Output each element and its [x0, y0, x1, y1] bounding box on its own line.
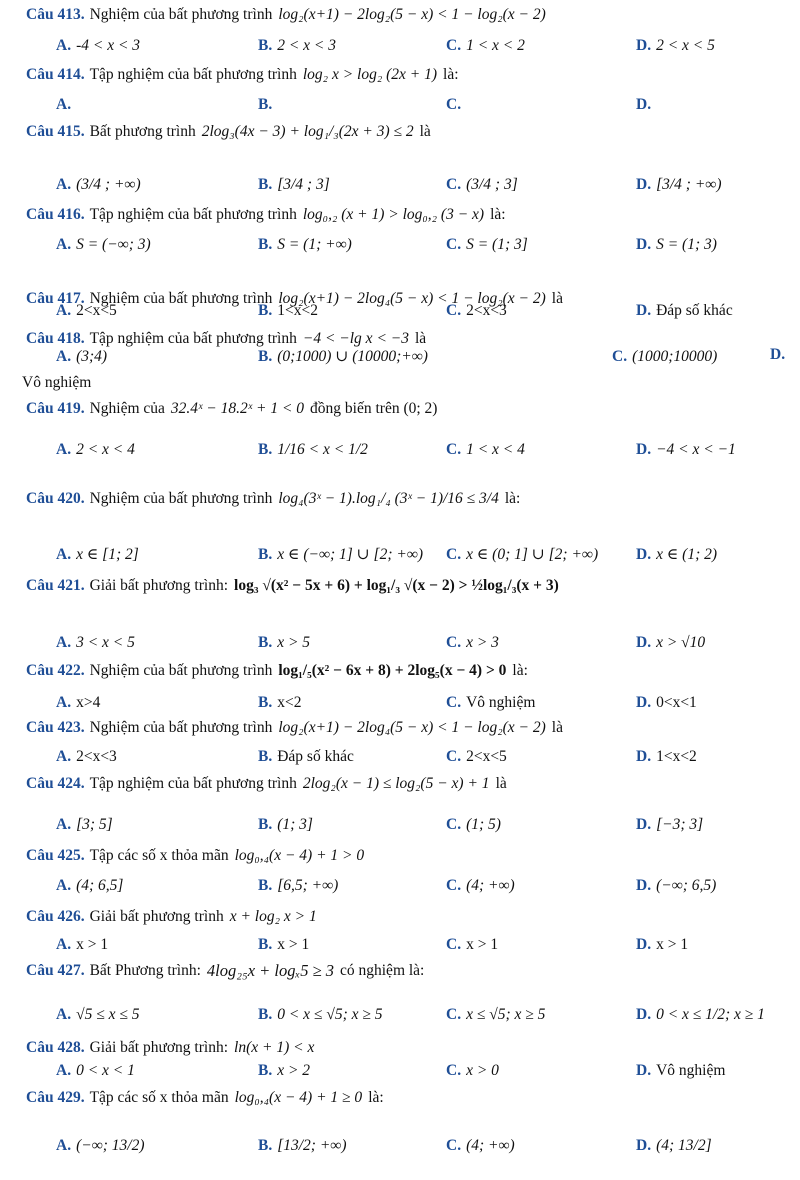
option-value: 2<x<5 — [76, 302, 117, 319]
question-formula: log₁/₅(x² − 6x + 8) + 2log₅(x − 4) > 0 — [278, 662, 507, 679]
option-label: D. — [636, 936, 652, 953]
question-formula: log₂ x > log₂ (2x + 1) — [302, 66, 438, 83]
question-stem: Tập các số x thỏa mãn — [89, 847, 229, 864]
option-value: x>4 — [76, 694, 101, 711]
question-stem: Giải bất phương trình: — [89, 577, 229, 594]
option-label: B. — [258, 546, 273, 563]
question-formula: log₂(x+1) − 2log₄(5 − x) < 1 − log₂(x − 2) — [278, 290, 546, 307]
option-label: C. — [446, 1006, 462, 1023]
option-label: C. — [446, 1062, 462, 1079]
option-value: S = (1; 3) — [656, 236, 717, 253]
question-tail: là — [495, 775, 507, 792]
option-value: Vô nghiệm — [466, 694, 536, 711]
option-a[interactable] — [56, 165, 141, 205]
question-number: Câu 416. — [26, 206, 85, 223]
option-label: B. — [258, 236, 273, 253]
option-label: C. — [446, 546, 462, 563]
option-d[interactable] — [636, 165, 722, 205]
option-value: (4; 6,5] — [76, 877, 124, 894]
question-tail: là — [551, 290, 563, 307]
option-label: C. — [446, 302, 462, 319]
option-value: (1; 3] — [277, 816, 313, 833]
option-label: A. — [56, 1062, 72, 1079]
question-stem: Giải bất phương trình — [89, 908, 224, 925]
question-number: Câu 421. — [26, 577, 85, 594]
option-value: 2<x<5 — [466, 748, 507, 765]
option-label: C. — [446, 634, 462, 651]
option-c[interactable] — [446, 932, 498, 958]
question-number: Câu 424. — [26, 775, 85, 792]
option-d[interactable] — [636, 630, 705, 656]
option-value: 1 < x < 4 — [466, 441, 525, 458]
option-value: x > 1 — [656, 936, 689, 953]
question-formula: 32.4ˣ − 18.2ˣ + 1 < 0 — [170, 400, 305, 417]
option-label: B. — [258, 936, 273, 953]
option-label: A. — [56, 1006, 72, 1023]
option-d[interactable] — [636, 873, 716, 899]
option-label: D. — [636, 748, 652, 765]
option-value: x > 1 — [466, 936, 499, 953]
option-a[interactable] — [56, 998, 139, 1032]
option-d[interactable] — [636, 998, 765, 1032]
question-tail: đồng biến trên (0; 2) — [310, 400, 438, 417]
question-formula: 2log₂(x − 1) ≤ log₂(5 − x) + 1 — [302, 775, 490, 792]
question-formula: x + log₂ x > 1 — [229, 908, 317, 925]
option-value: 2<x<3 — [466, 302, 507, 319]
option-d[interactable] — [636, 1124, 712, 1168]
question-formula: log₀,₂ (x + 1) > log₀,₂ (3 − x) — [302, 206, 485, 223]
option-b[interactable] — [258, 33, 336, 59]
option-d[interactable] — [636, 690, 697, 716]
option-value: 2 < x < 4 — [76, 441, 135, 458]
option-value: Đáp số khác — [277, 748, 354, 765]
option-value: 1/16 < x < 1/2 — [277, 441, 368, 458]
question-stem: Nghiệm của bất phương trình — [89, 490, 273, 507]
option-value: x > 2 — [277, 1062, 311, 1079]
question-stem: Tập các số x thỏa mãn — [89, 1089, 229, 1106]
option-b[interactable] — [258, 808, 313, 842]
option-b[interactable] — [258, 300, 318, 322]
option-a[interactable] — [56, 232, 151, 258]
question-number: Câu 415. — [26, 123, 85, 140]
question-formula: log₀,₄(x − 4) + 1 > 0 — [234, 847, 365, 864]
option-label: B. — [258, 1137, 273, 1154]
options-row — [0, 540, 800, 570]
option-value: 3 < x < 5 — [76, 634, 135, 651]
option-label: A. — [56, 441, 72, 458]
question-formula: ln(x + 1) < x — [234, 1039, 315, 1056]
option-label: D. — [636, 176, 652, 193]
option-value: (3;4) — [76, 348, 108, 365]
option-d[interactable] — [636, 540, 717, 570]
question-tail: là — [551, 719, 563, 736]
question-line — [26, 64, 796, 86]
option-label: C. — [446, 37, 462, 54]
option-label: A. — [56, 37, 72, 54]
option-c[interactable] — [446, 300, 507, 322]
option-value: [3; 5] — [76, 816, 113, 833]
options-row — [0, 430, 800, 470]
option-b[interactable] — [258, 744, 354, 770]
question-stem: Giải bất phương trình: — [89, 1039, 229, 1056]
option-d[interactable] — [636, 300, 733, 322]
option-a[interactable] — [56, 932, 108, 958]
question-line — [26, 717, 796, 739]
question-number: Câu 426. — [26, 908, 85, 925]
option-value: (1000;10000) — [632, 348, 718, 365]
question-line — [26, 845, 796, 867]
question-line — [26, 773, 796, 795]
option-value: x > 0 — [466, 1062, 499, 1079]
option-c[interactable] — [446, 998, 545, 1032]
question-stem: Nghiệm của bất phương trình — [89, 290, 273, 307]
option-value: (4; +∞) — [466, 877, 515, 894]
options-row — [0, 92, 800, 118]
option-label: A. — [56, 236, 72, 253]
option-label: C. — [446, 877, 462, 894]
option-value: x ∈ (1; 2) — [656, 546, 718, 563]
option-label: C. — [446, 936, 462, 953]
option-value: 1 < x < 2 — [466, 37, 525, 54]
question-number: Câu 417. — [26, 290, 85, 307]
question-line — [26, 906, 796, 928]
option-c[interactable] — [446, 92, 466, 118]
option-value: 0 < x ≤ √5; x ≥ 5 — [277, 1006, 383, 1023]
option-label: B. — [258, 96, 273, 113]
option-b[interactable] — [258, 232, 352, 258]
option-c[interactable] — [446, 540, 598, 570]
option-value: Vô nghiệm — [656, 1062, 726, 1079]
option-c[interactable] — [446, 430, 525, 470]
option-value: Đáp số khác — [656, 302, 733, 319]
option-a[interactable] — [56, 540, 139, 570]
option-value: (4; +∞) — [466, 1137, 515, 1154]
options-row — [0, 690, 800, 716]
option-label: B. — [258, 748, 273, 765]
question-number: Câu 422. — [26, 662, 85, 679]
question-line — [26, 488, 796, 510]
option-a[interactable] — [56, 344, 107, 370]
question-stem: Bất phương trình — [89, 123, 196, 140]
question-line — [26, 575, 796, 597]
option-value: x > 5 — [277, 634, 311, 651]
question-formula: log₂(x+1) − 2log₄(5 − x) < 1 − log₂(x − 2) — [278, 719, 546, 736]
question-number: Câu 425. — [26, 847, 85, 864]
question-stem: Nghiệm của bất phương trình — [89, 719, 273, 736]
question-stem: Nghiệm của bất phương trình — [89, 6, 273, 23]
option-b[interactable] — [258, 92, 277, 118]
option-label: B. — [258, 1062, 273, 1079]
option-c[interactable] — [446, 165, 518, 205]
option-label: A. — [56, 877, 72, 894]
option-label: D. — [636, 1137, 652, 1154]
option-value: (4; 13/2] — [656, 1137, 712, 1154]
option-label: B. — [258, 877, 273, 894]
option-label: D. — [636, 1006, 652, 1023]
question-number: Câu 419. — [26, 400, 85, 417]
option-label: D. — [636, 1062, 652, 1079]
question-tail: là: — [512, 662, 528, 679]
question-formula: −4 < −lg x < −3 — [302, 330, 409, 347]
option-value: [6,5; +∞) — [277, 877, 339, 894]
question-tail: là: — [443, 66, 459, 83]
option-value: [−3; 3] — [656, 816, 704, 833]
option-value: [13/2; +∞) — [277, 1137, 347, 1154]
option-value: x ∈ (0; 1] ∪ [2; +∞) — [466, 546, 599, 563]
question-line — [26, 121, 796, 143]
option-b[interactable] — [258, 932, 309, 958]
question-formula: 4log₂₅x + logₓ5 ≥ 3 — [206, 961, 334, 980]
option-d[interactable] — [636, 1060, 725, 1082]
question-line — [26, 398, 796, 420]
question-number: Câu 428. — [26, 1039, 85, 1056]
question-formula: log₀,₄(x − 4) + 1 ≥ 0 — [234, 1089, 363, 1106]
option-value: 2 < x < 5 — [656, 37, 715, 54]
option-value: (−∞; 6,5) — [656, 877, 717, 894]
option-label: A. — [56, 634, 72, 651]
option-c[interactable] — [446, 1124, 515, 1168]
option-d[interactable] — [636, 232, 717, 258]
option-b[interactable] — [258, 344, 428, 370]
question-tail: là — [414, 330, 427, 347]
question-tail: là: — [504, 490, 521, 507]
option-a[interactable] — [56, 690, 100, 716]
option-c[interactable] — [446, 808, 501, 842]
option-b[interactable] — [258, 630, 310, 656]
option-value: −4 < x < −1 — [656, 441, 736, 458]
option-label: A. — [56, 546, 72, 563]
option-c[interactable] — [446, 630, 499, 656]
question-number: Câu 429. — [26, 1089, 85, 1106]
option-value: x > 3 — [466, 634, 499, 651]
option-value: S = (1; 3] — [466, 236, 528, 253]
question-formula: log₂(x+1) − 2log₂(5 − x) < 1 − log₂(x − 2) — [278, 6, 546, 23]
option-label: D. — [636, 634, 652, 651]
option-value: 2 < x < 3 — [277, 37, 337, 54]
option-c[interactable] — [446, 873, 515, 899]
option-label: B. — [258, 694, 273, 711]
option-label: C. — [446, 748, 462, 765]
question-line — [26, 1087, 796, 1109]
option-label: A. — [56, 96, 72, 113]
options-row — [0, 873, 800, 899]
option-value: x ∈ (−∞; 1] ∪ [2; +∞) — [277, 546, 424, 563]
option-value: x<2 — [277, 694, 302, 711]
option-value: 1<x<2 — [656, 748, 697, 765]
option-label: B. — [258, 176, 273, 193]
option-value: S = (1; +∞) — [277, 236, 352, 253]
option-label: B. — [258, 1006, 273, 1023]
option-d[interactable] — [636, 92, 656, 118]
option-value: [3/4 ; +∞) — [656, 176, 722, 193]
question-stem: Bất Phương trình: — [89, 962, 201, 979]
question-line — [26, 204, 796, 226]
option-d-value-wrapped: Vô nghiệm — [22, 374, 92, 391]
option-label: B. — [258, 37, 273, 54]
option-c[interactable] — [446, 690, 535, 716]
option-label: C. — [446, 176, 462, 193]
option-value: 1<x<2 — [277, 302, 318, 319]
options-row — [0, 1124, 800, 1168]
option-value: x > 1 — [76, 936, 109, 953]
option-value: 0 < x ≤ 1/2; x ≥ 1 — [656, 1006, 765, 1023]
options-row — [0, 630, 800, 656]
question-stem: Tập nghiệm của bất phương trình — [89, 66, 297, 83]
option-label: D. — [636, 441, 652, 458]
option-value: (1; 5) — [466, 816, 501, 833]
options-row — [0, 808, 800, 842]
question-number: Câu 413. — [26, 6, 85, 23]
option-b[interactable] — [258, 1060, 310, 1082]
option-c[interactable] — [612, 344, 717, 370]
option-label: B. — [258, 441, 273, 458]
option-c[interactable] — [446, 744, 507, 770]
options-row — [0, 1060, 800, 1082]
question-line — [26, 660, 796, 682]
options-row — [0, 300, 800, 322]
option-b[interactable] — [258, 690, 301, 716]
option-c[interactable] — [446, 232, 528, 258]
option-value: x ∈ [1; 2] — [76, 546, 139, 563]
option-d[interactable] — [636, 430, 736, 470]
option-label: C. — [446, 441, 462, 458]
question-number: Câu 414. — [26, 66, 85, 83]
option-value: (−∞; 13/2) — [76, 1137, 145, 1154]
option-label: D. — [636, 236, 652, 253]
question-number: Câu 423. — [26, 719, 85, 736]
option-d[interactable] — [636, 932, 688, 958]
option-label: A. — [56, 348, 72, 365]
option-d[interactable] — [636, 33, 715, 59]
option-b[interactable] — [258, 165, 330, 205]
option-a[interactable] — [56, 1124, 145, 1168]
option-label: B. — [258, 634, 273, 651]
option-a[interactable] — [56, 808, 113, 842]
option-value: x ≤ √5; x ≥ 5 — [466, 1006, 546, 1023]
options-row — [0, 232, 800, 258]
option-label: A. — [56, 936, 72, 953]
option-label: C. — [446, 1137, 462, 1154]
option-label: A. — [56, 1137, 72, 1154]
option-b[interactable] — [258, 873, 338, 899]
option-c[interactable] — [446, 33, 525, 59]
options-row — [0, 998, 800, 1032]
option-value: 0 < x < 1 — [76, 1062, 135, 1079]
option-c[interactable] — [446, 1060, 499, 1082]
option-label: A. — [56, 302, 72, 319]
option-a[interactable] — [56, 92, 76, 118]
question-line — [26, 4, 796, 26]
option-label: C. — [446, 694, 462, 711]
option-label: B. — [258, 302, 273, 319]
options-row — [0, 932, 800, 958]
options-row — [0, 344, 800, 370]
question-line — [26, 960, 796, 982]
option-value: 0<x<1 — [656, 694, 697, 711]
option-label: D. — [636, 96, 652, 113]
option-a[interactable] — [56, 300, 117, 322]
option-label: D. — [636, 302, 652, 319]
option-value: x > 1 — [277, 936, 310, 953]
option-value: √5 ≤ x ≤ 5 — [76, 1006, 140, 1023]
option-label: D. — [636, 694, 652, 711]
options-row — [0, 744, 800, 770]
option-label: B. — [258, 816, 273, 833]
option-value: [3/4 ; 3] — [277, 176, 330, 193]
question-number: Câu 427. — [26, 962, 85, 979]
option-value: (0;1000) ∪ (10000;+∞) — [277, 348, 428, 365]
option-value: x > √10 — [656, 634, 706, 651]
question-number: Câu 420. — [26, 490, 85, 507]
question-stem: Nghiệm của bất phương trình — [89, 662, 273, 679]
question-stem: Tập nghiệm của bất phương trình — [89, 330, 297, 347]
option-b[interactable] — [258, 430, 368, 470]
question-number: Câu 418. — [26, 330, 85, 347]
question-line — [26, 1037, 796, 1059]
option-value: -4 < x < 3 — [76, 37, 141, 54]
question-tail: là — [419, 123, 431, 140]
option-label: D. — [636, 37, 652, 54]
question-stem: Tập nghiệm của bất phương trình — [89, 775, 297, 792]
option-label: C. — [446, 96, 462, 113]
question-stem: Tập nghiệm của bất phương trình — [89, 206, 297, 223]
question-tail: có nghiệm là: — [340, 962, 425, 979]
option-label: A. — [56, 694, 72, 711]
option-b[interactable] — [258, 540, 423, 570]
option-a[interactable] — [56, 744, 117, 770]
question-formula: 2log₃(4x − 3) + log₁/₃(2x + 3) ≤ 2 — [201, 123, 414, 140]
option-b[interactable] — [258, 1124, 347, 1168]
option-label: D. — [636, 816, 652, 833]
option-value: (3/4 ; 3] — [466, 176, 518, 193]
option-label: C. — [446, 816, 462, 833]
option-d[interactable] — [636, 808, 703, 842]
question-formula: log₄(3ˣ − 1).log₁/₄ (3ˣ − 1)/16 ≤ 3/4 — [278, 490, 499, 507]
option-label: D. — [636, 877, 652, 894]
option-label: D. — [636, 546, 652, 563]
option-a[interactable] — [56, 873, 123, 899]
option-b[interactable] — [258, 998, 383, 1032]
question-tail: là: — [368, 1089, 384, 1106]
option-label: C. — [612, 348, 628, 365]
option-a[interactable] — [56, 630, 135, 656]
option-label: A. — [56, 748, 72, 765]
option-a[interactable] — [56, 430, 135, 470]
option-value: (3/4 ; +∞) — [76, 176, 141, 193]
question-formula: log₃ √(x² − 5x + 6) + log₁/₃ √(x − 2) > ½log₁/₃(x + 3) — [234, 577, 559, 594]
question-tail: là: — [490, 206, 506, 223]
option-d-label[interactable]: D. — [770, 346, 786, 363]
option-label: B. — [258, 348, 273, 365]
option-label: C. — [446, 236, 462, 253]
option-a[interactable] — [56, 33, 140, 59]
option-label: A. — [56, 816, 72, 833]
option-value: S = (−∞; 3) — [76, 236, 151, 253]
option-label: A. — [56, 176, 72, 193]
option-d[interactable] — [636, 744, 697, 770]
options-row — [0, 33, 800, 59]
option-a[interactable] — [56, 1060, 135, 1082]
options-row — [0, 165, 800, 205]
option-value: 2<x<3 — [76, 748, 117, 765]
question-stem: Nghiệm của — [89, 400, 165, 417]
